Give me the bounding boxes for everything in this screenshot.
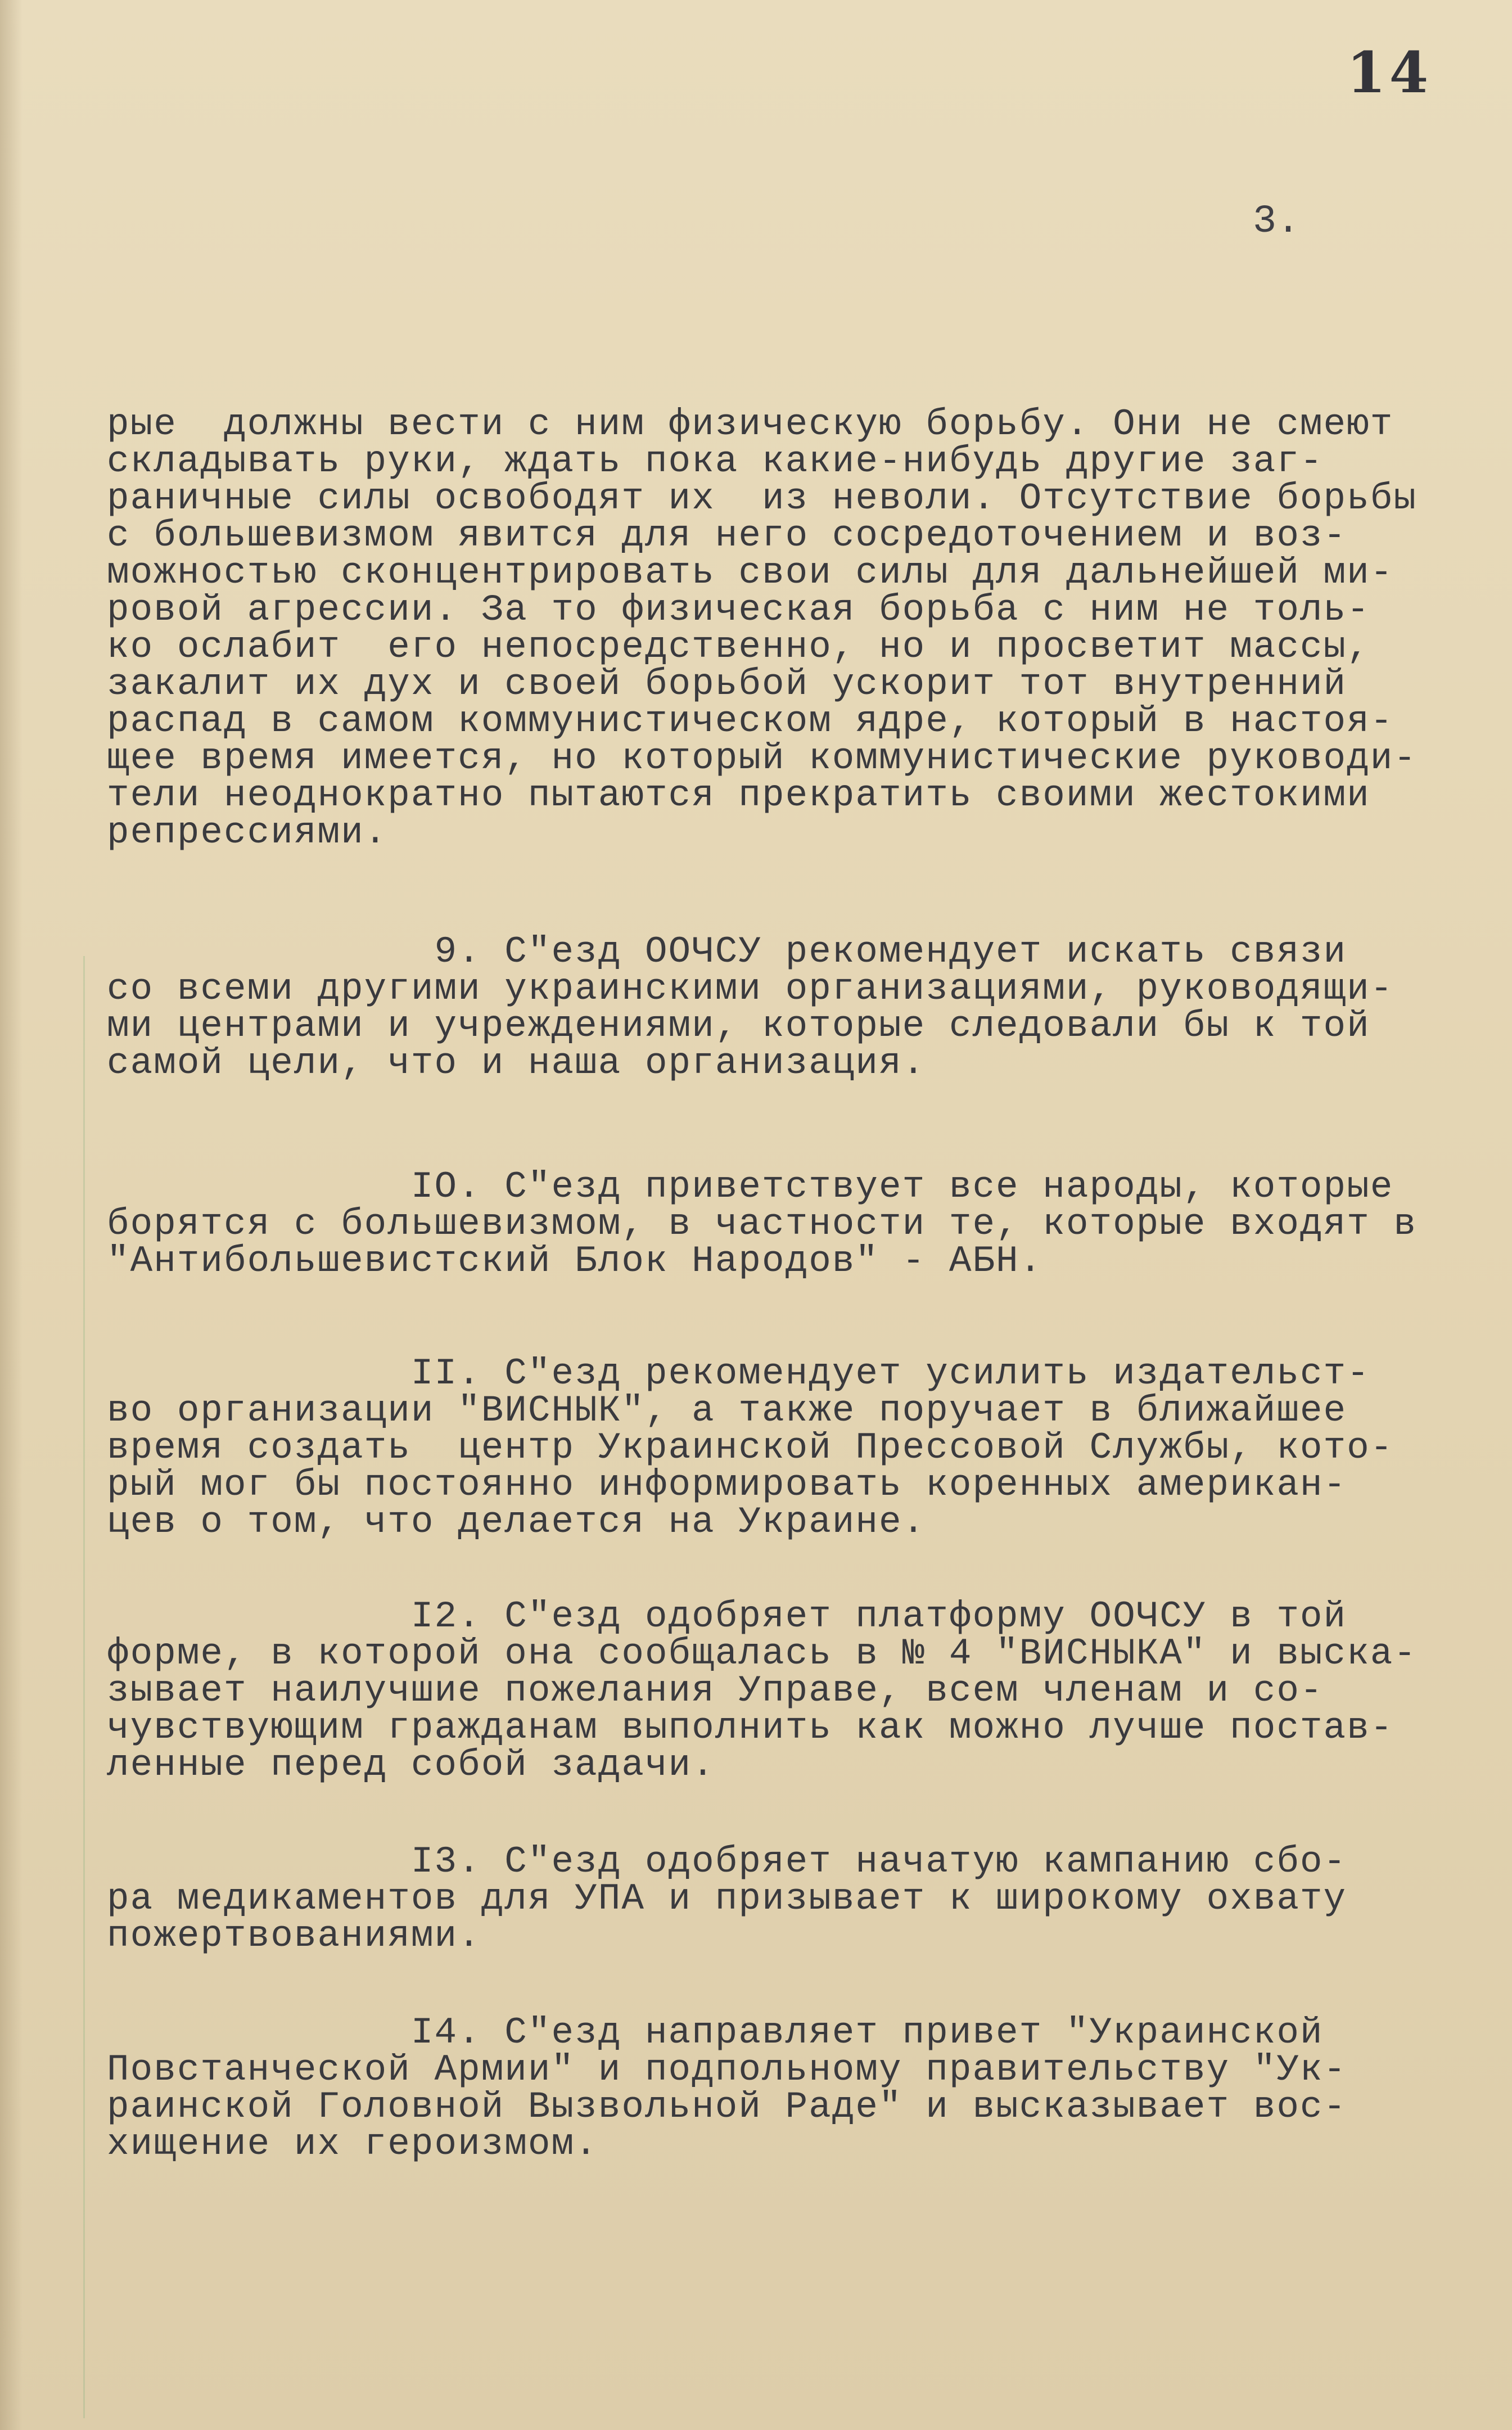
paragraph-14: I4. С"езд направляет привет "Украинской Повстанческой Армии" и подпольному правительству "Ук- раинской Головной Вызвольной Раде" и высказывает вос- хищение их героизмом. (107, 2012, 1347, 2165)
archive-page-number: 14 (1347, 39, 1432, 106)
paragraph-9: 9. С"езд ООЧСУ рекомендует искать связи со всеми другими украинскими организациями, руководящи- ми центрами и учреждениями, которые следовали бы к той самой цели, что и наша организация. (107, 931, 1394, 1084)
paragraph-11: II. С"езд рекомендует усилить издательст- во организации "ВИСНЫК", а также поручает в ближайшее время создать центр Украинской Прессовой Службы, кото- рый мог бы постоянно информировать коренных американ- цев о том, что делается на Украине. (107, 1352, 1394, 1543)
paper-edge-shadow (0, 0, 22, 2430)
paragraph-12: I2. С"езд одобряет платформу ООЧСУ в той форме, в которой она сообщалась в № 4 "ВИСНЫКА" и выска- зывает наилучшие пожелания Управе, всем членам и со- чувствующим гражданам выполнить как можно лучше постав- ленные перед собой задачи. (107, 1595, 1417, 1786)
page-number: 3. (1253, 200, 1301, 244)
paragraph-continuation: рые должны вести с ним физическую борьбу. Они не смеют складывать руки, ждать пока какие-нибудь другие заг- раничные силы освободят их из неволи. Отсутствие борьбы с большевизмом явится для него сосредоточением и воз- можностью сконцентрировать свои силы для дальнейшей ми- ровой агрессии. За то физическая борьба с ним не толь- ко ослабит его непосредственно, но и просветит массы, закалит их дух и своей борьбой ускорит тот внутренний распад в самом коммунистическом ядре, который в настоя- щее время имеется, но который коммунистические руководи- тели неоднократно пытаются прекратить своими жестокими репрессиями. (107, 403, 1417, 854)
margin-mark (83, 956, 85, 2418)
paragraph-13: I3. С"езд одобряет начатую кампанию сбо- ра медикаментов для УПА и призывает к широкому охвату пожертвованиями. (107, 1841, 1347, 1957)
paragraph-10: IO. С"езд приветствует все народы, которые борятся с большевизмом, в частности те, которые входят в "Антибольшевистский Блок Народов" - АБН. (107, 1166, 1417, 1282)
